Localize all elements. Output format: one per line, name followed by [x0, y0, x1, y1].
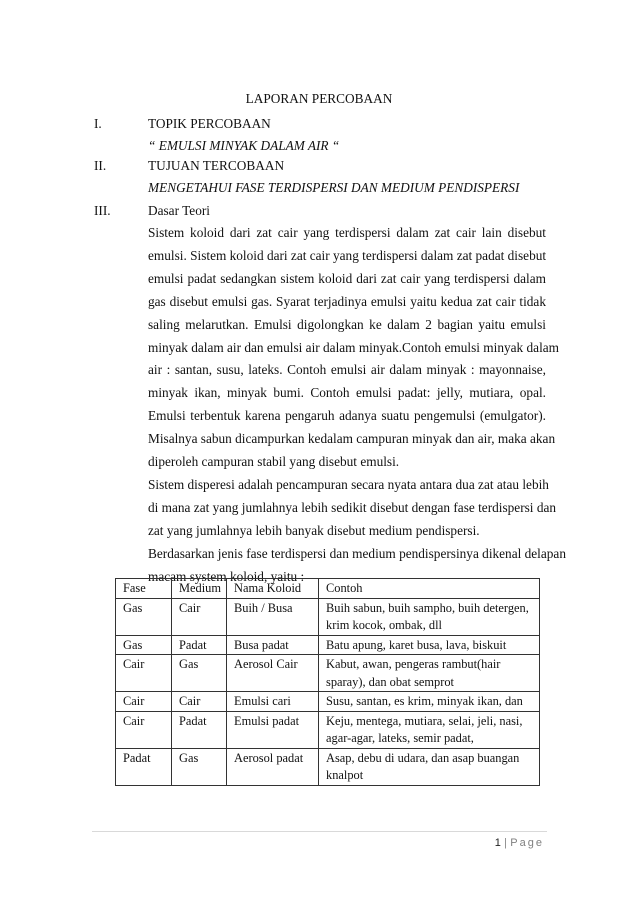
section-heading-tujuan: TUJUAN TERCOBAAN: [148, 158, 285, 173]
theory-line: gas disebut emulsi gas. Syarat terjadinya emulsi yaitu kedua zat cair tidak: [148, 293, 546, 309]
cell-contoh: Keju, mentega, mutiara, selai, jeli, nasi, agar-agar, lateks, semir padat,: [319, 711, 540, 748]
footer-divider: [92, 831, 547, 832]
header-contoh: Contoh: [319, 579, 540, 599]
table-row: [116, 748, 540, 785]
theory-line: zat yang jumlahnya lebih banyak disebut medium pendispersi.: [148, 522, 480, 538]
report-title: LAPORAN PERCOBAAN: [245, 91, 393, 106]
theory-line: di mana zat yang jumlahnya lebih sedikit disebut dengan fase terdispersi dan: [148, 499, 557, 515]
theory-line: minyak dalam air dan emulsi air dalam minyak.Contoh emulsi minyak dalam: [148, 339, 560, 355]
theory-line: Sistem koloid dari zat cair yang terdispersi dalam zat cair lain disebut: [148, 225, 546, 240]
cell-fase: Cair: [116, 711, 172, 748]
table-row: [116, 692, 540, 712]
footer-separator: |: [504, 837, 508, 849]
table-row: [116, 711, 540, 748]
theory-line: minyak ikan, minyak bumi. Contoh emulsi padat: jelly, mutiara, opal.: [148, 385, 546, 401]
cell-nama: Aerosol Cair: [227, 655, 319, 692]
cell-fase: Padat: [116, 748, 172, 785]
header-fase: Fase: [116, 579, 172, 599]
cell-fase: Gas: [116, 635, 172, 655]
cell-contoh: Batu apung, karet busa, lava, biskuit: [319, 635, 540, 655]
table-row: [116, 655, 540, 692]
page-label: Page: [510, 837, 544, 849]
section-heading-topik: TOPIK PERCOBAAN: [148, 116, 271, 131]
page-number: 1: [494, 837, 502, 849]
theory-line: Misalnya sabun dicampurkan kedalam campuran minyak dan air, maka akan: [148, 431, 556, 447]
cell-medium: Cair: [172, 692, 227, 712]
cell-fase: Cair: [116, 655, 172, 692]
colloid-table: [115, 578, 540, 786]
cell-medium: Gas: [172, 748, 227, 785]
theory-line: saling melarutkan. Emulsi digolongkan ke dalam 2 bagian yaitu emulsi: [148, 316, 546, 332]
cell-medium: Padat: [172, 711, 227, 748]
cell-nama: Emulsi cari: [227, 692, 319, 712]
cell-nama: Buih / Busa: [227, 598, 319, 635]
table-header-row: [116, 579, 540, 599]
theory-line: macam system koloid, yaitu :: [148, 568, 305, 584]
header-medium: Medium: [172, 579, 227, 599]
cell-fase: Cair: [116, 692, 172, 712]
cell-nama: Emulsi padat: [227, 711, 319, 748]
theory-body: [148, 222, 566, 589]
theory-line: Berdasarkan jenis fase terdispersi dan medium pendispersinya dikenal delapan: [148, 545, 566, 561]
cell-nama: Busa padat: [227, 635, 319, 655]
theory-line: Emulsi terbentuk karena pengaruh adanya suatu pengemulsi (emulgator).: [148, 408, 546, 424]
section-number: III.: [94, 203, 111, 218]
theory-line: emulsi. Sistem koloid dari zat cair yang terdispersi dalam zat padat disebut: [148, 247, 547, 263]
cell-medium: Gas: [172, 655, 227, 692]
page-footer: [495, 837, 544, 849]
header-nama-koloid: Nama Koloid: [227, 579, 319, 599]
theory-line: air : santan, susu, lateks. Contoh emulsi air dalam minyak : mayonnaise,: [148, 362, 546, 378]
cell-fase: Gas: [116, 598, 172, 635]
cell-contoh: Buih sabun, buih sampho, buih detergen, krim kocok, ombak, dll: [319, 598, 540, 635]
topic-title: “ EMULSI MINYAK DALAM AIR “: [148, 138, 340, 153]
table-row: [116, 635, 540, 655]
section-number: II.: [94, 158, 107, 173]
section-heading-dasar-teori: Dasar Teori: [148, 203, 210, 218]
cell-nama: Aerosol padat: [227, 748, 319, 785]
cell-contoh: Susu, santan, es krim, minyak ikan, dan: [319, 692, 540, 712]
theory-line: diperoleh campuran stabil yang disebut emulsi.: [148, 454, 400, 470]
theory-line: emulsi padat sedangkan sistem koloid dari zat cair yang terdispersi dalam: [148, 270, 546, 286]
cell-contoh: Kabut, awan, pengeras rambut(hair sparay), dan obat semprot: [319, 655, 540, 692]
objective-text: MENGETAHUI FASE TERDISPERSI DAN MEDIUM PENDISPERSI: [148, 180, 520, 195]
cell-medium: Cair: [172, 598, 227, 635]
cell-contoh: Asap, debu di udara, dan asap buangan knalpot: [319, 748, 540, 785]
theory-line: Sistem disperesi adalah pencampuran secara nyata antara dua zat atau lebih: [148, 476, 549, 492]
cell-medium: Padat: [172, 635, 227, 655]
section-number: I.: [94, 116, 102, 131]
table-row: [116, 598, 540, 635]
